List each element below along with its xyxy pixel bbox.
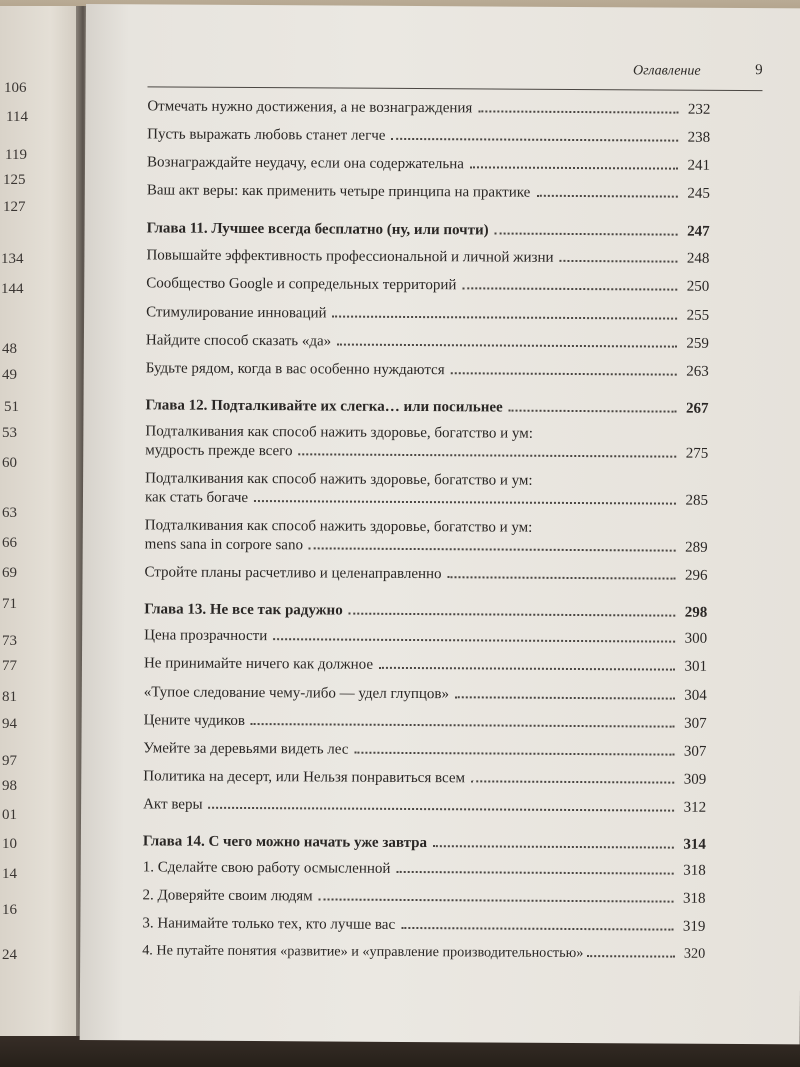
chapter-title: Глава 14. С чего можно начать уже завтра (142, 833, 428, 852)
dot-leader (251, 713, 675, 728)
toc-entry-title: Цените чудиков (143, 712, 246, 729)
toc-entry (145, 441, 708, 462)
toc-entry (143, 886, 706, 907)
toc-entry-first-line: Подталкивания как способ нажить здоровье, богатство и ум: (144, 517, 533, 536)
toc-entry-title: Акт веры (143, 796, 203, 813)
toc-entry (143, 795, 706, 816)
dot-leader (462, 277, 677, 290)
toc-entry (144, 626, 707, 647)
toc-entry-title: Не принимайте ничего как должное (143, 655, 374, 673)
dot-leader (354, 742, 674, 756)
toc-entry-page: 255 (686, 307, 710, 324)
left-page-number: 16 (2, 902, 17, 918)
toc-entry (146, 274, 709, 295)
toc-entry-title: mens sana in corpore sano (144, 536, 304, 554)
left-page-number: 106 (4, 80, 27, 96)
toc-entry-page: 263 (686, 363, 709, 380)
toc-entry-title: Цена прозрачности (144, 627, 268, 645)
header-page-number: 9 (755, 62, 763, 79)
dot-leader (337, 334, 677, 348)
toc-entry (143, 739, 706, 760)
dot-leader (587, 945, 675, 958)
left-page-number: 10 (2, 836, 17, 852)
dot-leader (448, 566, 676, 579)
toc-entry (147, 97, 710, 118)
dot-leader (455, 686, 675, 699)
left-page-number: 53 (2, 425, 17, 441)
dot-leader (349, 603, 676, 617)
toc-entry-title: Повышайте эффективность профессиональной и личной жизни (146, 247, 554, 266)
left-page-number: 49 (2, 367, 17, 383)
toc-entry-title: Ваш акт веры: как применить четыре принципа на практике (146, 182, 531, 201)
header-title: Оглавление (632, 63, 701, 79)
toc-entry-page: 238 (687, 129, 711, 146)
dot-leader (470, 156, 678, 169)
toc-entry (144, 654, 707, 675)
left-page-number: 48 (2, 341, 17, 357)
left-page-number: 81 (2, 689, 17, 705)
dot-leader (333, 306, 678, 320)
chapter-title: Глава 12. Подталкивайте их слегка… или посильнее (145, 397, 503, 416)
left-page-number: 94 (2, 716, 17, 732)
toc-entry-page: 232 (687, 101, 711, 118)
left-page-number: 98 (2, 778, 17, 794)
toc-entry (146, 303, 709, 324)
toc-entry-title: как стать богаче (144, 489, 249, 506)
toc-entry-page: 307 (684, 715, 707, 732)
toc-entry-page: 241 (687, 157, 711, 174)
left-page-number: 01 (2, 807, 17, 823)
dot-leader (478, 100, 678, 113)
toc-entry-page: 318 (682, 890, 706, 907)
left-page-number: 144 (1, 281, 24, 297)
dot-leader (391, 128, 678, 142)
toc-entry-page: 285 (685, 492, 709, 509)
toc-entry-title: Умейте за деревьями видеть лес (143, 740, 349, 758)
dot-leader (536, 185, 678, 198)
toc-entry-page: 296 (684, 567, 708, 584)
toc-entry-title: Пусть выражать любовь станет легче (147, 126, 386, 144)
toc-entry (145, 488, 708, 509)
chapter-title: Глава 11. Лучшее всегда бесплатно (ну, или почти) (146, 220, 489, 239)
toc-entry-title: Найдите способ сказать «да» (145, 332, 332, 350)
dot-leader (319, 888, 674, 902)
toc-entry-title: Будьте рядом, когда в вас особенно нуждаются (145, 360, 445, 379)
dot-leader (401, 917, 673, 931)
toc-entry-page: 319 (682, 918, 706, 935)
toc-entry (145, 535, 708, 556)
toc-entry-title: Стимулирование инноваций (146, 304, 327, 322)
toc-entry-title: Отмечать нужно достижения, а не вознаграждения (147, 98, 473, 117)
toc-entry (142, 941, 705, 962)
toc-entry (146, 246, 709, 267)
toc-entry (147, 153, 710, 174)
dot-leader (471, 770, 674, 783)
toc-entry-first-line: Подталкивания как способ нажить здоровье, богатство и ум: (145, 470, 533, 489)
dot-leader (495, 223, 678, 236)
toc-entry (147, 181, 710, 202)
toc-entry-page: 320 (683, 945, 706, 962)
dot-leader (254, 490, 676, 505)
toc-entry-page: 304 (684, 687, 707, 704)
left-page-number: 51 (4, 399, 19, 415)
toc-entry-title: Политика на десерт, или Нельзя понравиться всем (143, 768, 466, 787)
dot-leader (560, 250, 678, 263)
left-page-number: 14 (2, 866, 17, 882)
left-page-number: 77 (2, 658, 17, 674)
toc-entry (147, 125, 710, 146)
toc-entry-page: 312 (683, 799, 707, 816)
toc-entry-page: 250 (686, 278, 710, 295)
left-page-number: 114 (6, 109, 28, 125)
left-page-number: 71 (2, 596, 17, 612)
toc-entry-title: Вознаграждайте неудачу, если она содержательна (146, 154, 465, 173)
toc-entry (146, 331, 709, 352)
dot-leader (396, 861, 673, 875)
toc-entry-page: 318 (683, 862, 706, 879)
toc-entry (144, 683, 707, 704)
chapter-page: 247 (687, 223, 710, 240)
chapter-entry (145, 396, 708, 417)
toc-entry (144, 563, 707, 584)
dot-leader (379, 657, 675, 671)
left-page-number: 119 (5, 147, 27, 163)
dot-leader (451, 362, 677, 375)
chapter-page: 314 (683, 836, 706, 853)
toc-entry-title: 4. Не путайте понятия «развитие» и «управление производительностью» (142, 942, 584, 962)
dot-leader (509, 400, 677, 413)
left-page-number: 127 (3, 199, 26, 215)
toc-entry-page: 309 (683, 771, 707, 788)
running-header (147, 58, 762, 91)
toc-entry-page: 289 (685, 539, 708, 556)
left-page (0, 6, 84, 1036)
toc-entry-title: Сообщество Google и сопредельных территорий (146, 275, 457, 294)
chapter-page: 298 (684, 604, 708, 621)
chapter-page: 267 (685, 400, 709, 417)
toc-entry-page: 307 (683, 743, 707, 760)
dot-leader (433, 835, 674, 848)
left-page-number: 69 (2, 565, 17, 581)
toc-entry-title: мудрость прежде всего (145, 442, 293, 460)
left-page-number: 60 (2, 455, 17, 471)
chapter-entry (144, 600, 707, 621)
toc-entry-page: 248 (686, 250, 710, 267)
left-page-number: 134 (1, 251, 24, 267)
left-page-number: 97 (2, 753, 17, 769)
left-page-number: 24 (2, 947, 17, 963)
toc-entry-page: 259 (686, 335, 709, 352)
left-page-number: 125 (3, 172, 26, 188)
toc-entry-title: Стройте планы расчетливо и целенаправленно (144, 564, 442, 583)
right-page (80, 4, 800, 1044)
toc-entry-page: 301 (684, 658, 708, 675)
chapter-entry (147, 219, 710, 240)
toc-entry (142, 914, 705, 935)
dot-leader (309, 537, 676, 551)
dot-leader (273, 628, 675, 642)
toc-entry-title: 1. Сделайте свою работу осмысленной (142, 859, 391, 877)
toc-entry (144, 711, 707, 732)
toc-entry-page: 275 (685, 445, 709, 462)
dot-leader (209, 797, 675, 812)
toc-entry (143, 858, 706, 879)
toc-entry-title: 2. Доверяйте своим людям (142, 887, 313, 905)
toc-entry-title: «Тупое следование чему-либо — удел глупцов» (143, 684, 450, 703)
chapter-entry (143, 832, 706, 853)
dot-leader (298, 443, 676, 457)
chapter-title: Глава 13. Не все так радужно (144, 601, 343, 619)
toc-entry-first-line: Подталкивания как способ нажить здоровье, богатство и ум: (145, 423, 533, 442)
left-page-number: 63 (2, 505, 17, 521)
toc-entry-page: 300 (684, 630, 708, 647)
left-page-number: 66 (2, 535, 17, 551)
toc-entry (143, 767, 706, 788)
toc-entry-title: 3. Нанимайте только тех, кто лучше вас (142, 915, 396, 933)
toc-entry-page: 245 (687, 185, 710, 202)
left-page-number: 73 (2, 633, 17, 649)
toc-entry (146, 359, 709, 380)
